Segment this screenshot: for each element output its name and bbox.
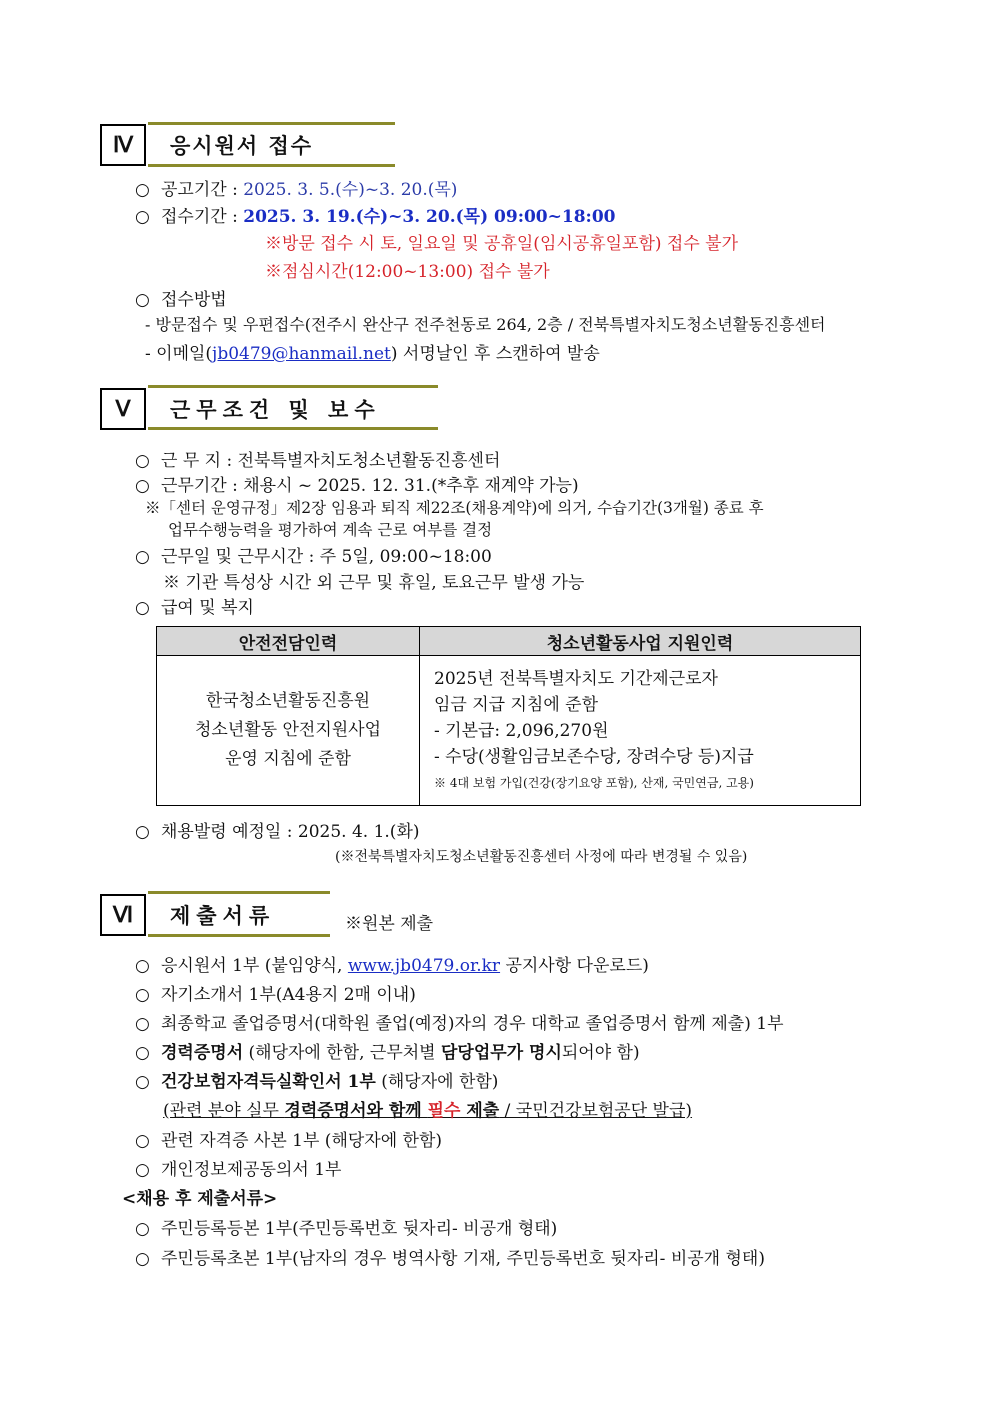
receipt-note: ※방문 접수 시 토, 일요일 및 공휴일(임시공휴일포함) 접수 불가 [265,234,739,254]
list-item [135,980,416,1005]
cell-line: 운영 지침에 준함 [225,749,351,769]
bullet: ○ [135,290,150,310]
bullet: ○ [135,1160,150,1180]
period-note: 업무수행능력을 평가하여 계속 근로 여부를 결정 [168,521,493,539]
email-prefix: - 이메일( [145,344,213,364]
period-note: ※「센터 운영규정」제2장 임용과 퇴직 제22조(채용계약)에 의거, 수습기간(3개월) 종료 후 [145,499,764,517]
website-link[interactable]: www.jb0479.or.kr [347,956,501,976]
workplace-text: 근 무 지 : 전북특별자치도청소년활동진흥센터 [161,451,501,471]
doc-text-bold: 경력증명서와 함께 [284,1101,428,1121]
start-date-text: 채용발령 예정일 : 2025. 4. 1.(화) [161,822,420,842]
list-item [135,1214,557,1239]
doc-text: (해당자에 한함, 근무처별 [243,1043,441,1063]
list-item [135,951,649,976]
doc-text: 주민등록등본 1부(주민등록번호 뒷자리- 비공개 형태) [161,1219,558,1239]
doc-text: 관련 자격증 사본 1부 (해당자에 한함) [161,1131,443,1151]
bullet: ○ [135,1043,150,1063]
list-item [135,1244,765,1269]
cell-line: 임금 지급 지침에 준함 [434,694,599,715]
hours-note: ※ 기관 특성상 시간 외 근무 및 휴일, 토요근무 발생 가능 [163,573,585,593]
bullet: ○ [135,598,150,618]
section-title-6: 제출서류 [170,904,276,928]
doc-text: 개인정보제공동의서 1부 [161,1160,342,1180]
receipt-value: 2025. 3. 19.(수)~3. 20.(목) 09:00~18:00 [243,207,616,227]
list-item [135,471,579,496]
section-rule [148,891,330,894]
bullet: ○ [135,1249,150,1269]
table-cell-right [420,656,861,806]
doc-text: 응시원서 1부 (붙임양식, [161,956,348,976]
list-item [135,202,615,227]
bullet: ○ [135,451,150,471]
table-header: 안전전담인력 [157,627,420,656]
pay-label: 급여 및 복지 [161,598,254,618]
bullet: ○ [135,476,150,496]
section-note: ※원본 제출 [345,914,434,934]
bullet: ○ [135,822,150,842]
list-item [135,542,492,567]
start-note: (※전북특별자치도청소년활동진흥센터 사정에 따라 변경될 수 있음) [335,849,748,865]
doc-text: 주민등록초본 1부(남자의 경우 병역사항 기재, 주민등록번호 뒷자리- 비공개 형태) [161,1249,765,1269]
work-period-text: 근무기간 : 채용시 ~ 2025. 12. 31.(*추후 재계약 가능) [161,476,579,496]
doc-text-bold: 담당업무가 명시 [441,1043,562,1063]
list-item [135,285,227,310]
list-item [135,175,457,200]
pay-table [156,626,861,806]
list-item [135,1009,784,1034]
email-suffix: ) 서명날인 후 스캔하여 발송 [390,344,600,364]
bullet: ○ [135,1131,150,1151]
hours-text: 근무일 및 근무시간 : 주 5일, 09:00~18:00 [161,547,492,567]
method-item: - 방문접수 및 우편접수(전주시 완산구 전주천동로 264, 2층 / 전북특별자치도청소년활동진흥센터 [145,315,826,334]
list-item [135,1155,341,1180]
bullet: ○ [135,180,150,200]
section-number-5: Ⅴ [100,388,146,430]
doc-text: (해당자에 한함) [375,1072,499,1092]
doc-text: (관련 분야 실무 [163,1101,285,1121]
bullet: ○ [135,1014,150,1034]
section-number-6: Ⅵ [100,894,146,936]
list-item [135,446,500,471]
cell-line: 한국청소년활동진흥원 [205,691,371,711]
bullet: ○ [135,207,150,227]
after-hire-title: <채용 후 제출서류> [122,1189,278,1209]
bullet: ○ [135,985,150,1005]
method-label: 접수방법 [161,290,227,310]
section-rule [148,427,438,430]
section-title-5: 근무조건 및 보수 [170,398,381,422]
list-item [135,1067,498,1092]
doc-text: 최종학교 졸업증명서(대학원 졸업(예정)자의 경우 대학교 졸업증명서 함께 제출) 1부 [161,1014,784,1034]
period-value: 2025. 3. 5.(수)~3. 20.(목) [243,180,458,200]
doc-sub-note [163,1096,692,1121]
section-rule [148,934,330,937]
table-cell-left [157,656,420,806]
bullet: ○ [135,547,150,567]
bullet: ○ [135,1219,150,1239]
section-rule [148,122,395,125]
doc-text: 되어야 함) [561,1043,640,1063]
doc-text-bold: 건강보험자격득실확인서 1부 [161,1072,376,1092]
doc-text: / 국민건강보험공단 발급) [499,1101,693,1121]
cell-line: 2025년 전북특별자치도 기간제근로자 [434,668,718,689]
list-item [135,593,254,618]
doc-text-required: 필수 [427,1101,461,1121]
period-label: 공고기간 : [161,180,238,200]
receipt-label: 접수기간 : [161,207,238,227]
bullet: ○ [135,956,150,976]
list-item [135,817,420,842]
email-link[interactable]: jb0479@hanmail.net [212,344,391,364]
doc-text: 자기소개서 1부(A4용지 2매 이내) [161,985,416,1005]
method-item [145,339,600,364]
section-rule [148,385,438,388]
section-title-4: 응시원서 접수 [170,134,314,158]
cell-line: 청소년활동 안전지원사업 [194,720,382,740]
doc-text: 공지사항 다운로드) [500,956,649,976]
section-rule [148,164,395,167]
list-item [135,1038,640,1063]
doc-text-bold: 경력증명서 [161,1043,244,1063]
cell-line: - 기본급: 2,096,270원 [434,720,609,741]
bullet: ○ [135,1072,150,1092]
section-number-4: Ⅳ [100,124,146,166]
cell-note: ※ 4대 보험 가입(건강(장기요양 포함), 산재, 국민연금, 고용) [434,775,754,790]
cell-line: - 수당(생활임금보존수당, 장려수당 등)지급 [434,746,754,767]
receipt-note: ※점심시간(12:00~13:00) 접수 불가 [265,262,550,282]
table-header: 청소년활동사업 지원인력 [420,627,861,656]
doc-text-bold: 제출 [460,1101,500,1121]
list-item [135,1126,442,1151]
